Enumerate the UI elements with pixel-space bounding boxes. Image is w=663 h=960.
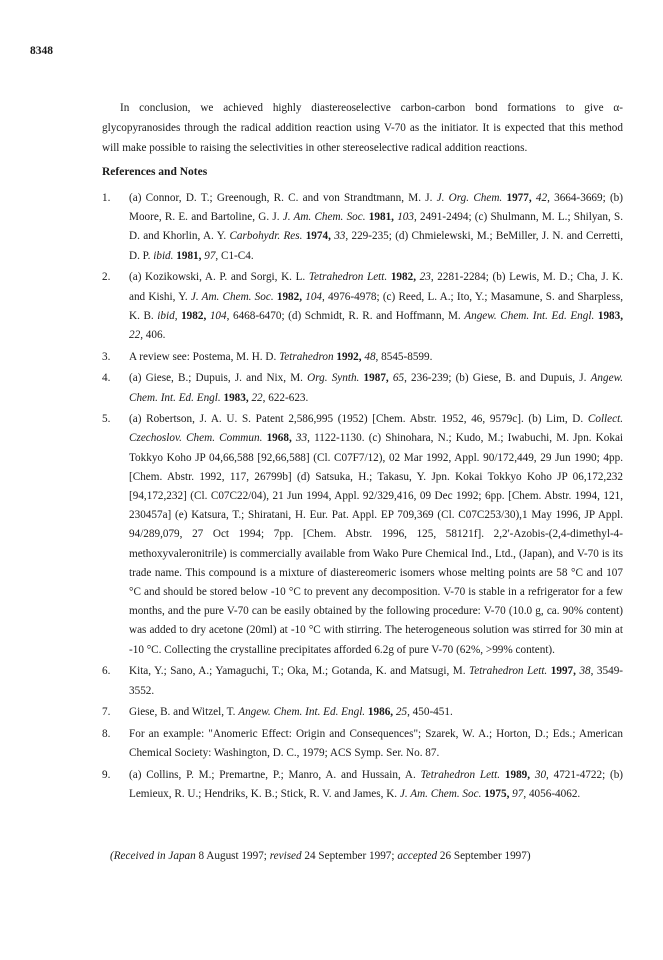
reference-number: 4.	[102, 372, 111, 385]
reference-item	[102, 189, 623, 266]
reference-item	[102, 369, 623, 407]
received-line	[110, 850, 531, 862]
received-open: (Received in	[110, 850, 169, 862]
reference-text: Giese, B. and Witzel, T. Angew. Chem. Int. Ed. Engl. 1986, 25, 450-451.	[129, 706, 453, 719]
page-number: 8348	[30, 45, 53, 57]
conclusion-paragraph: In conclusion, we achieved highly diastereoselective carbon-carbon bond formations to give α-glycopyranosides through the radical addition reaction using V-70 as the initiator. It is expected that this method will make possible to raising the selectivities in other stereoselective radical addition reactions.	[102, 102, 623, 154]
reference-number: 8.	[102, 727, 111, 740]
reference-number: 3.	[102, 350, 111, 363]
reference-number: 6.	[102, 665, 111, 678]
reference-item	[102, 268, 623, 345]
reference-item	[102, 348, 623, 367]
reference-number: 1.	[102, 192, 111, 204]
reference-item	[102, 766, 623, 804]
reference-number: 9.	[102, 768, 111, 781]
reference-number: 2.	[102, 271, 111, 284]
references-list	[102, 189, 623, 807]
revised-label: revised	[269, 850, 302, 862]
accepted-label: accepted	[397, 850, 438, 862]
reference-number: 7.	[102, 706, 111, 719]
reference-text: Kita, Y.; Sano, A.; Yamaguchi, T.; Oka, M.; Gotanda, K. and Matsugi, M. Tetrahedron Lett. 1997, 38, 3549-3552.	[129, 665, 624, 697]
reference-number: 5.	[102, 413, 111, 426]
reference-text: A review see: Postema, M. H. D. Tetrahedron 1992, 48, 8545-8599.	[129, 350, 433, 363]
accepted-date: 26 September 1997)	[437, 850, 531, 862]
reference-text: (a) Connor, D. T.; Greenough, R. C. and von Strandtmann, M. J. J. Org. Chem. 1977, 42, 3664-3669; (b) Moore, R. E. and Bartoline, G. J. J. Am. Chem. Soc. 1981, 103, 2491-2494; (c) Shulmann, M. L.; Shilyan, S. D. and Khorlin, A. Y. Carbohydr. Res. 1974, 33, 229-235; (d) Chmielewski, M.; BeMiller, J. N. and Cerretti, D. P. ibid. 1981, 97, C1-C4.	[129, 192, 624, 262]
reference-item	[102, 410, 623, 660]
reference-item	[102, 662, 623, 700]
reference-text: (a) Robertson, J. A. U. S. Patent 2,586,995 (1952) [Chem. Abstr. 1952, 46, 9579c]. (b) Lim, D. Collect. Czechoslov. Chem. Commun. 1968, 33, 1122-1130. (c) Shinohara, N.; Kudo, M.; Iwabuchi, M. Jpn. Kokai Tokkyo Koho JP 04,66,588 [92,66,588] (Cl. C07F7/12), 02 Mar 1992, Appl. 90/172,449, 29 Jun 1990; 4pp. [Chem. Abstr. 1992, 117, 26799b] (d) Satsuka, H.; Takasu, Y. Jpn. Kokai Tokkyo Koho JP 06,172,232 [94,172,232] (Cl. C07C22/04), 21 Jun 1994, Appl. 92/329,416, 09 Dec 1992; 6pp. [Chem. Abstr. 1994, 121, 230457a] (e) Katsura, T.; Shiratani, H. Eur. Pat. Appl. EP 709,369 (Cl. C07C253/30),1 May 1996, JP Appl. 94/289,079, 27 Oct 1994; 7pp. [Chem. Abstr. 1996, 125, 58121f]. 2,2'-Azobis-(2,4-dimethyl-4-methoxyvaleronitrile) is commercially available from Wako Pure Chemical Ind., Ltd., (Japan), and V-70 is its trade name. This compound is a mixture of diastereomeric isomers whose melting points are 58 °C and 107 °C and should be stored below -10 °C to prevent any decomposition. V-70 is stable in a refrigerator for a few months, and the pure V-70 can be easily obtained by the following procedure: V-70 (10.0 g, ca. 90% content) was added to dry acetone (20ml) at -10 °C with stirring. The heterogeneous solution was stirred for 30 min at -10 °C. Collecting the crystalline precipitates afforded 6.2g of pure V-70 (62%, >99% content).	[129, 413, 624, 656]
reference-text: (a) Giese, B.; Dupuis, J. and Nix, M. Org. Synth. 1987, 65, 236-239; (b) Giese, B. and Dupuis, J. Angew. Chem. Int. Ed. Engl. 1983, 22, 622-623.	[129, 372, 623, 404]
reference-text: (a) Kozikowski, A. P. and Sorgi, K. L. Tetrahedron Lett. 1982, 23, 2281-2284; (b) Lewis, M. D.; Cha, J. K. and Kishi, Y. J. Am. Chem. Soc. 1982, 104, 4976-4978; (c) Reed, L. A.; Ito, Y.; Masamune, S. and Sharpless, K. B. ibid, 1982, 104, 6468-6470; (d) Schmidt, R. R. and Hoffmann, M. Angew. Chem. Int. Ed. Engl. 1983, 22, 406.	[129, 271, 624, 341]
received-date: 8 August 1997;	[195, 850, 270, 862]
reference-text: (a) Collins, P. M.; Premartne, P.; Manro, A. and Hussain, A. Tetrahedron Lett. 1989, 30, 4721-4722; (b) Lemieux, R. U.; Hendriks, K. B.; Stick, R. V. and James, K. J. Am. Chem. Soc. 1975, 97, 4056-4062.	[129, 768, 624, 801]
reference-text: For an example: "Anomeric Effect: Origin and Consequences"; Szarek, W. A.; Horton, D.; Eds.; American Chemical Society: Washington, D. C., 1979; ACS Symp. Ser. No. 87.	[129, 727, 623, 760]
received-place: Japan	[168, 850, 196, 862]
references-heading: References and Notes	[102, 166, 208, 178]
reference-item	[102, 703, 623, 722]
reference-item	[102, 725, 623, 763]
revised-date: 24 September 1997;	[301, 850, 398, 862]
